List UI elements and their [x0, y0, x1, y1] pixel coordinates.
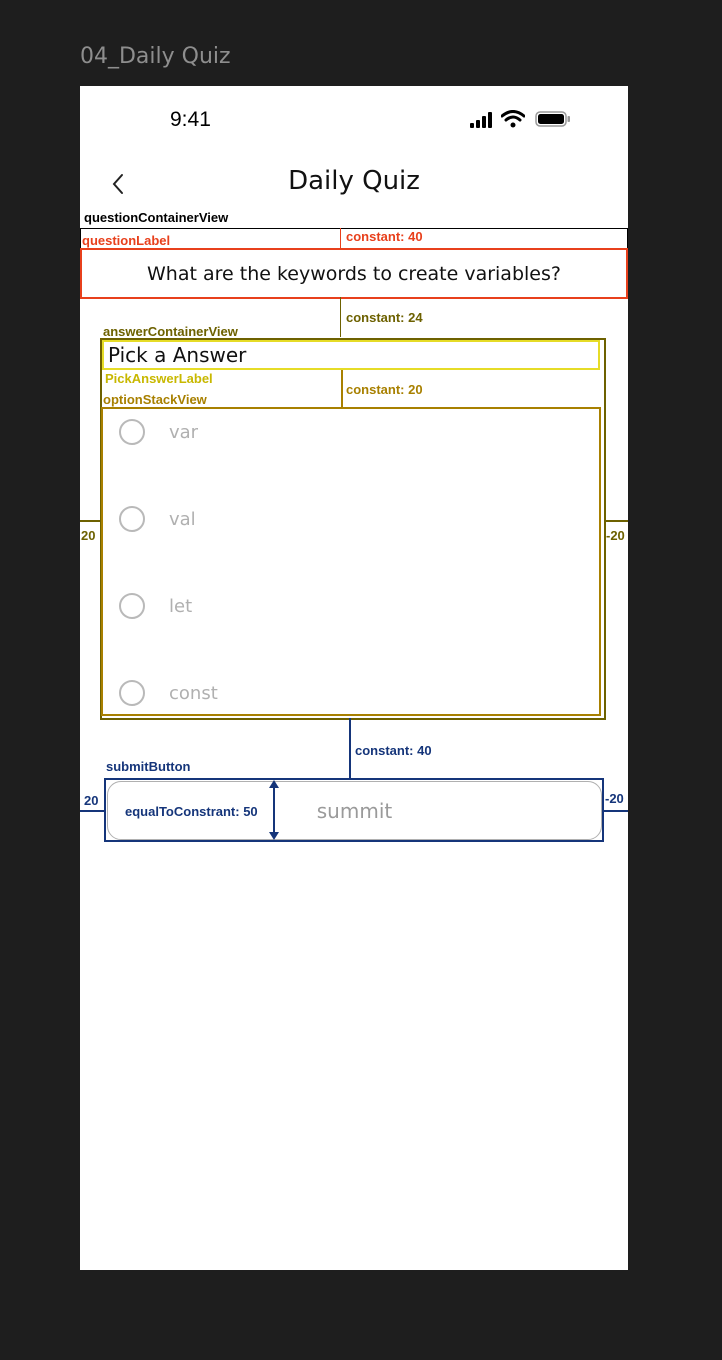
radio-circle-icon[interactable] [119, 593, 145, 619]
question-label-annotation: questionLabel [82, 233, 171, 248]
question-label: What are the keywords to create variables? [80, 248, 628, 299]
submit-button-annotation: submitButton [106, 759, 191, 774]
height-constraint-arrow-icon [267, 780, 281, 840]
option-stack-view [101, 407, 601, 716]
wifi-icon [501, 110, 525, 128]
answer-trailing-constant: -20 [606, 528, 625, 543]
option-label: const [169, 682, 218, 704]
submit-height-constant: equalToConstrant: 50 [125, 804, 258, 819]
option-stack-annotation: optionStackView [103, 392, 207, 407]
pick-answer-label-annotation: PickAnswerLabel [105, 371, 213, 386]
option-row[interactable] [119, 506, 196, 532]
radio-circle-icon[interactable] [119, 419, 145, 445]
radio-circle-icon[interactable] [119, 680, 145, 706]
status-time: 9:41 [170, 108, 211, 131]
question-bottom-constraint [340, 297, 341, 337]
answer-container-annotation: answerContainerView [103, 324, 238, 339]
question-top-constant: constant: 40 [346, 229, 423, 244]
option-label: var [169, 421, 199, 443]
question-bottom-constant: constant: 24 [346, 310, 423, 325]
submit-top-constant: constant: 40 [355, 743, 432, 758]
radio-circle-icon[interactable] [119, 506, 145, 532]
signal-icon [468, 112, 494, 128]
option-label: val [169, 508, 196, 530]
submit-top-constraint [349, 718, 351, 780]
submit-leading-constraint [80, 810, 104, 812]
option-row[interactable] [119, 419, 198, 445]
option-label: let [169, 595, 193, 617]
submit-trailing-constant: -20 [605, 791, 624, 806]
question-container-annotation: questionContainerView [84, 210, 229, 225]
submit-button[interactable]: summit [107, 781, 602, 840]
question-top-constraint [340, 228, 341, 248]
pick-answer-label: Pick a Answer [102, 340, 600, 370]
option-stack-constant: constant: 20 [346, 382, 423, 397]
option-stack-constraint [341, 370, 343, 408]
submit-leading-constant: 20 [84, 793, 99, 808]
frame-title: 04_Daily Quiz [80, 44, 231, 69]
answer-leading-constant: 20 [81, 528, 96, 543]
page-title: Daily Quiz [288, 166, 420, 196]
phone-screen [80, 86, 628, 1270]
battery-icon [535, 111, 571, 127]
option-row[interactable] [119, 680, 218, 706]
option-row[interactable] [119, 593, 192, 619]
submit-trailing-constraint [604, 810, 628, 812]
